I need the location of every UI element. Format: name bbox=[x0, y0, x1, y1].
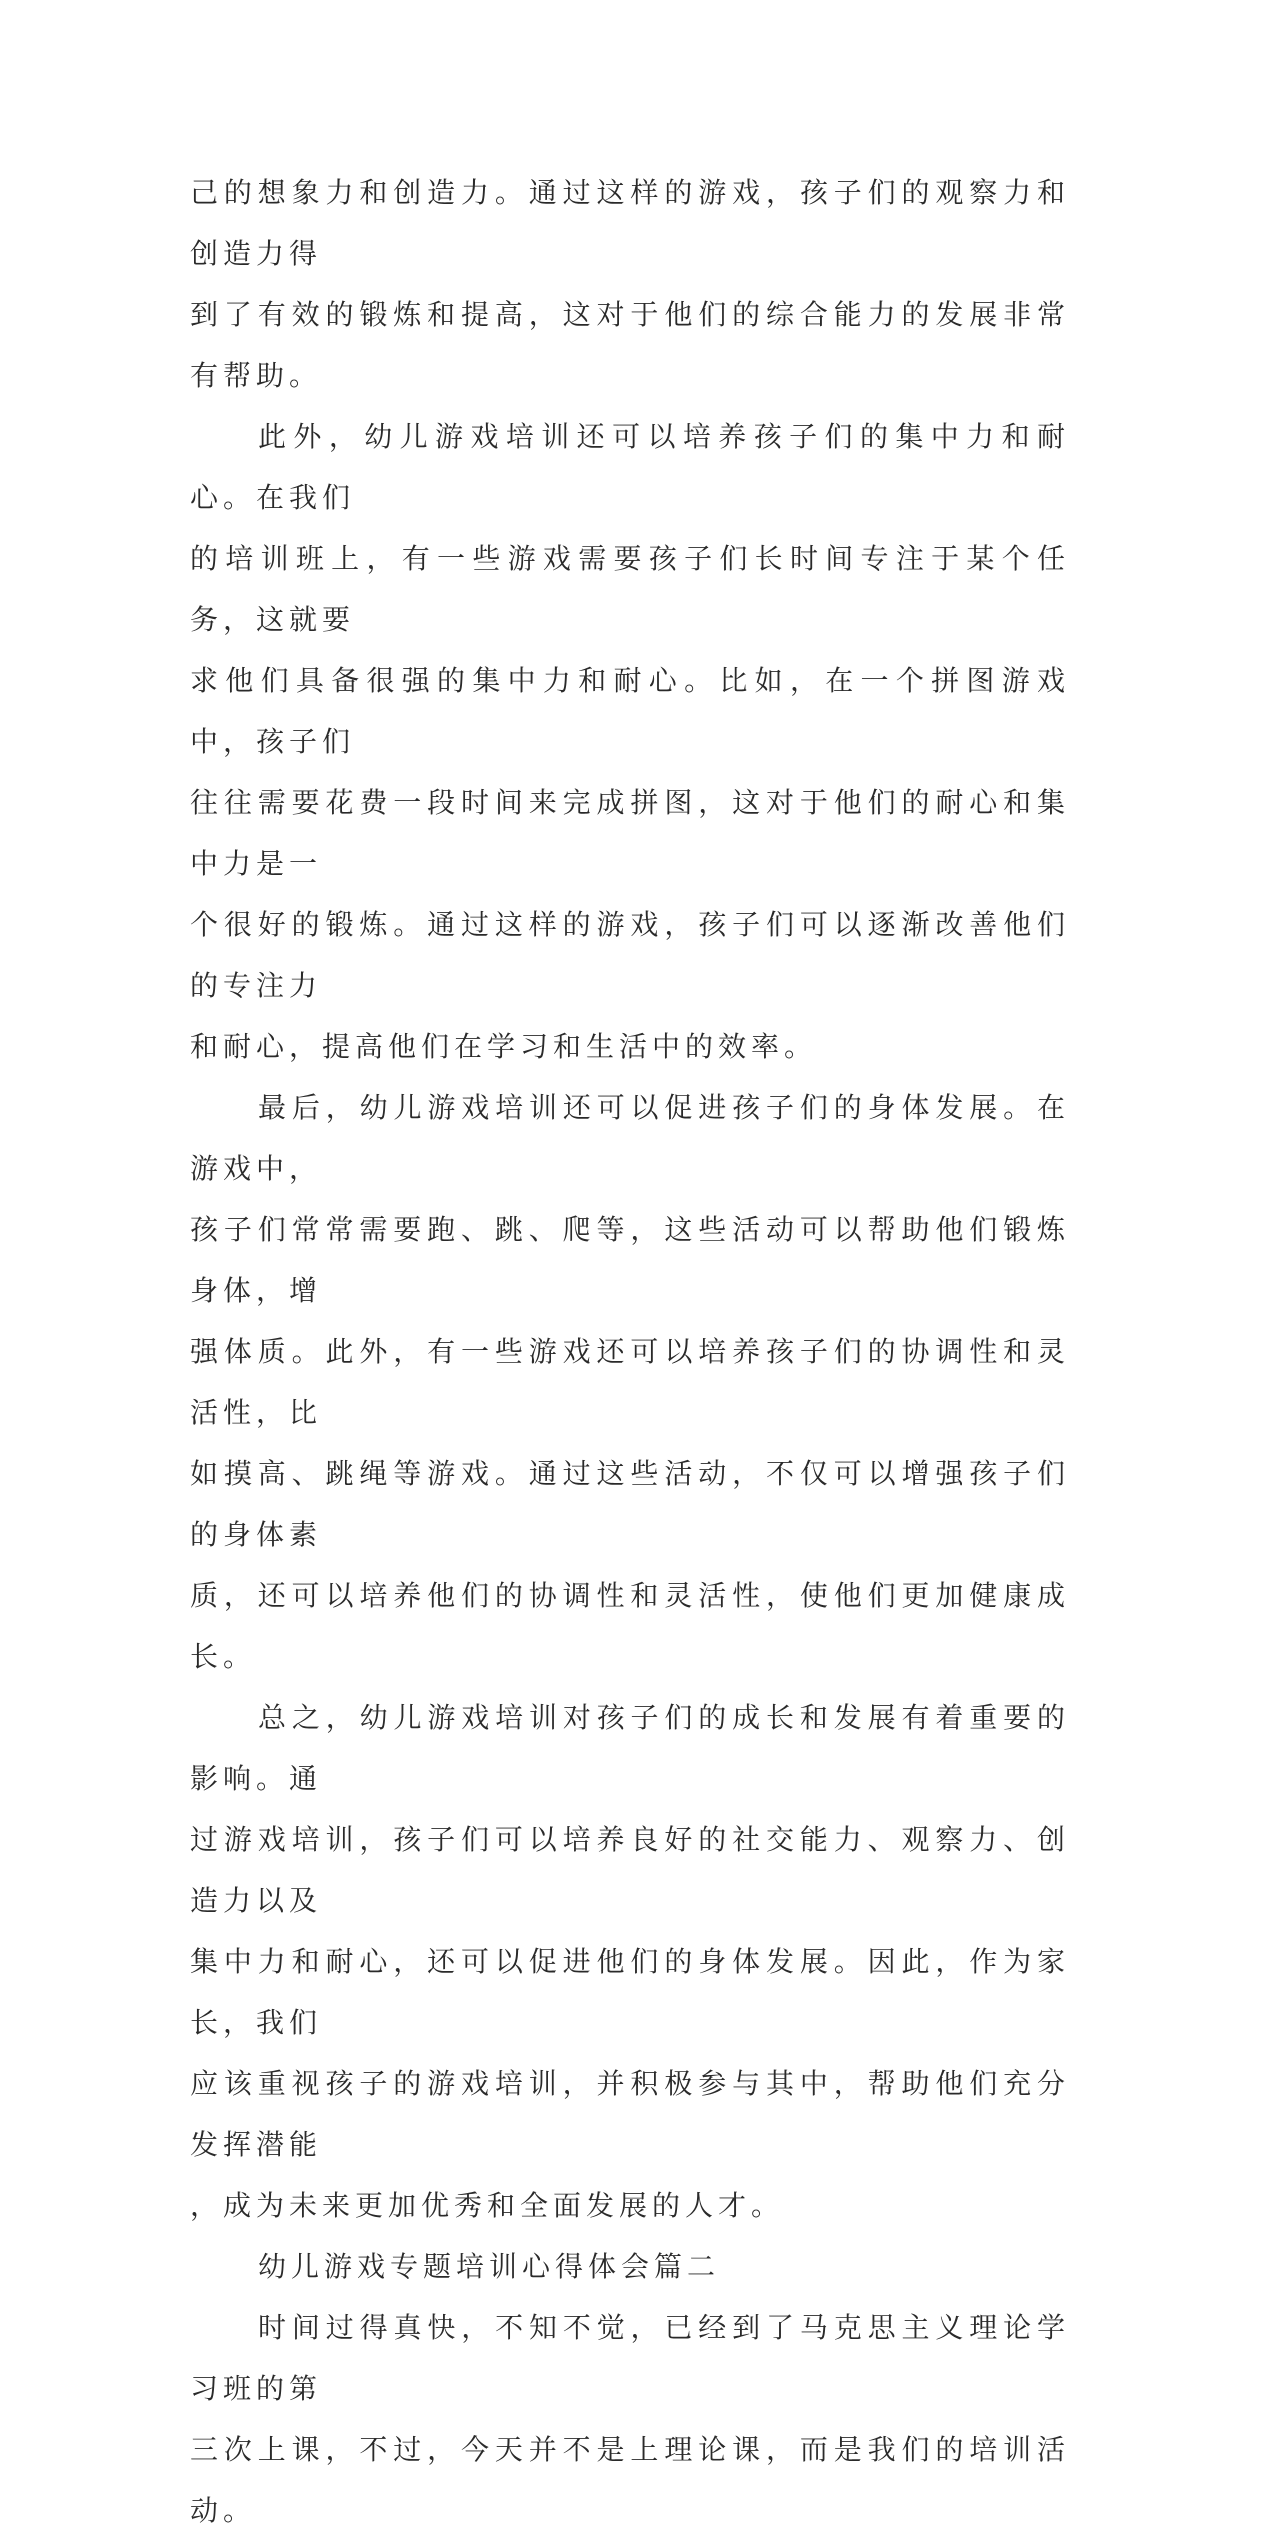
text-line: 如摸高、跳绳等游戏。通过这些活动，不仅可以增强孩子们的身体素 bbox=[190, 1457, 1070, 1551]
text-line: 应该重视孩子的游戏培训，并积极参与其中，帮助他们充分发挥潜能 bbox=[190, 2067, 1070, 2161]
text-line: 三次上课，不过，今天并不是上理论课，而是我们的培训活动。 bbox=[190, 2433, 1070, 2527]
paragraph-section-two-intro bbox=[190, 2297, 1070, 2541]
text-line: 到了有效的锻炼和提高，这对于他们的综合能力的发展非常有帮助。 bbox=[190, 298, 1070, 392]
text-line: 个很好的锻炼。通过这样的游戏，孩子们可以逐渐改善他们的专注力 bbox=[190, 908, 1070, 1002]
text-line: ，成为未来更加优秀和全面发展的人才。 bbox=[190, 2189, 785, 2222]
text-line: 强体质。此外，有一些游戏还可以培养孩子们的协调性和灵活性，比 bbox=[190, 1335, 1070, 1429]
text-line: 最后，幼儿游戏培训还可以促进孩子们的身体发展。在游戏中， bbox=[190, 1091, 1070, 1185]
section-heading bbox=[190, 2236, 1070, 2297]
text-line: 和耐心，提高他们在学习和生活中的效率。 bbox=[190, 1030, 818, 1063]
heading-text: 幼儿游戏专题培训心得体会篇二 bbox=[258, 2250, 721, 2283]
paragraph-conclusion bbox=[190, 1687, 1070, 2236]
text-line: 孩子们常常需要跑、跳、爬等，这些活动可以帮助他们锻炼身体，增 bbox=[190, 1213, 1070, 1307]
text-line: 质，还可以培养他们的协调性和灵活性，使他们更加健康成长。 bbox=[190, 1579, 1070, 1673]
text-line: 此外，幼儿游戏培训还可以培养孩子们的集中力和耐心。在我们 bbox=[190, 420, 1070, 514]
text-line: 集中力和耐心，还可以促进他们的身体发展。因此，作为家长，我们 bbox=[190, 1945, 1070, 2039]
text-line: 己的想象力和创造力。通过这样的游戏，孩子们的观察力和创造力得 bbox=[190, 176, 1070, 270]
text-line: 往往需要花费一段时间来完成拼图，这对于他们的耐心和集中力是一 bbox=[190, 786, 1070, 880]
text-line: 求他们具备很强的集中力和耐心。比如，在一个拼图游戏中，孩子们 bbox=[190, 664, 1070, 758]
text-line: 时间过得真快，不知不觉，已经到了马克思主义理论学习班的第 bbox=[190, 2311, 1070, 2405]
text-line: 的培训班上，有一些游戏需要孩子们长时间专注于某个任务，这就要 bbox=[190, 542, 1070, 636]
paragraph-continuation bbox=[190, 162, 1070, 406]
paragraph-physical-development bbox=[190, 1077, 1070, 1687]
document-body bbox=[190, 162, 1070, 2541]
text-line: 总之，幼儿游戏培训对孩子们的成长和发展有着重要的影响。通 bbox=[190, 1701, 1070, 1795]
text-line: 过游戏培训，孩子们可以培养良好的社交能力、观察力、创造力以及 bbox=[190, 1823, 1070, 1917]
paragraph-focus-patience bbox=[190, 406, 1070, 1077]
